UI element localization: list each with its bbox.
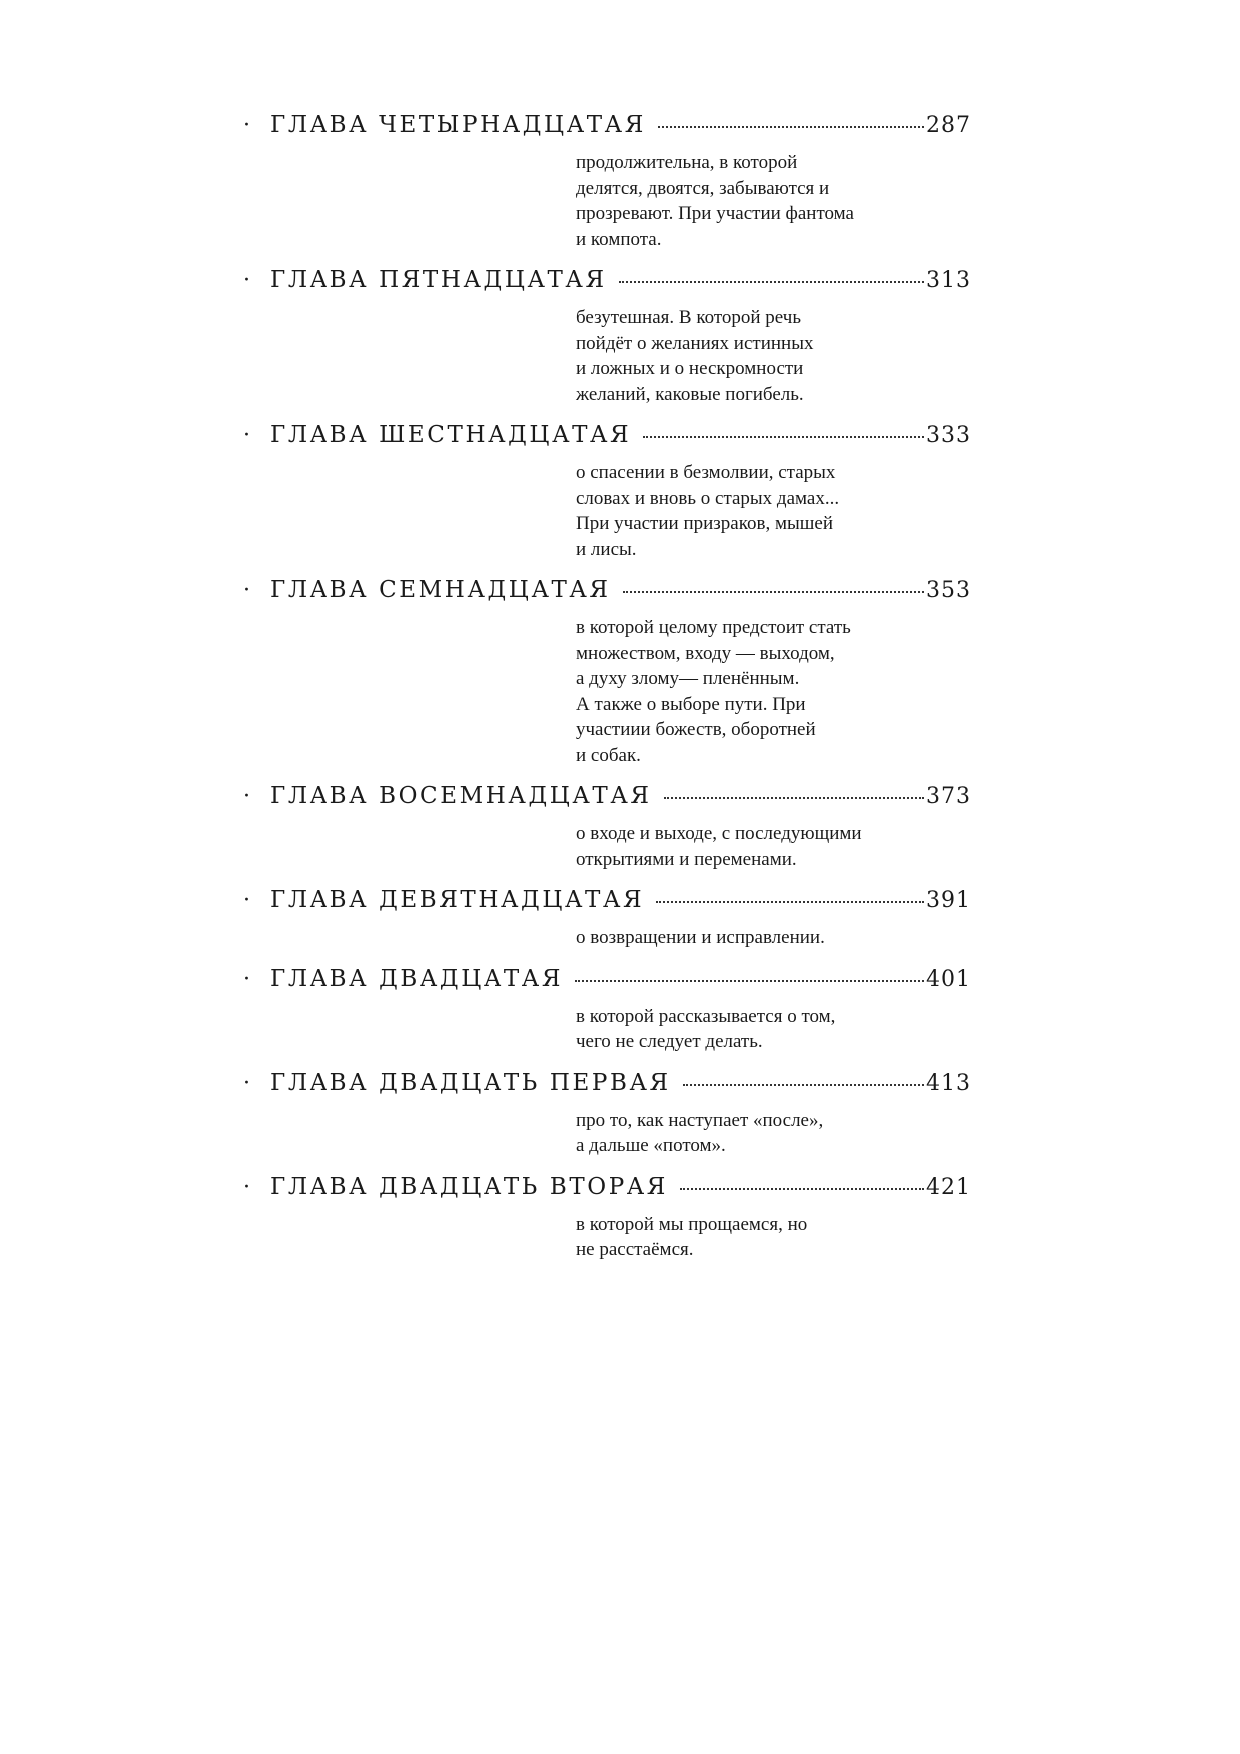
description-line: в которой рассказывается о том, bbox=[576, 1005, 836, 1027]
bullet-icon: · bbox=[243, 1174, 250, 1200]
description-line: и собак. bbox=[576, 744, 641, 766]
description-line: и лисы. bbox=[576, 538, 637, 560]
description-line: не расстаёмся. bbox=[576, 1239, 694, 1260]
dot-leader bbox=[680, 1188, 924, 1190]
description-line: прозревают. При участии фантома bbox=[576, 203, 854, 224]
page-number[interactable]: 353 bbox=[926, 578, 971, 603]
description-line: множеством, входу — выходом, bbox=[576, 642, 835, 664]
description-line: о возвращении и исправлении. bbox=[576, 927, 825, 948]
chapter-description bbox=[576, 1004, 946, 1055]
dot-leader bbox=[683, 1084, 924, 1086]
description-line: пойдёт о желаниях истинных bbox=[576, 332, 814, 354]
dot-leader bbox=[623, 591, 924, 593]
toc-entry[interactable] bbox=[243, 1174, 971, 1263]
table-of-contents bbox=[243, 112, 971, 1278]
toc-entry[interactable] bbox=[243, 966, 971, 1055]
toc-entry[interactable] bbox=[243, 267, 971, 407]
description-line: словах и вновь о старых дамах... bbox=[576, 487, 840, 509]
page-number[interactable]: 287 bbox=[926, 113, 971, 138]
description-line: про то, как наступает «после», bbox=[576, 1109, 824, 1131]
description-line: о входе и выходе, с последующими bbox=[576, 823, 862, 844]
description-line: а духу злому— пленённым. bbox=[576, 668, 800, 689]
page-number[interactable]: 391 bbox=[926, 888, 971, 913]
dot-leader bbox=[658, 126, 924, 128]
chapter-description bbox=[576, 150, 946, 252]
page-number[interactable]: 421 bbox=[926, 1174, 971, 1200]
description-line: чего не следует делать. bbox=[576, 1031, 763, 1052]
dot-leader bbox=[656, 901, 924, 903]
bullet-icon: · bbox=[243, 888, 250, 913]
chapter-title[interactable]: ГЛАВА ДВАДЦАТЬ ПЕРВАЯ bbox=[270, 1069, 671, 1096]
toc-heading[interactable] bbox=[243, 1070, 971, 1108]
chapter-description bbox=[576, 821, 946, 872]
dot-leader bbox=[619, 281, 924, 283]
description-line: продолжительна, в которой bbox=[576, 152, 798, 173]
chapter-description bbox=[576, 1108, 946, 1159]
description-line: безутешная. В которой речь bbox=[576, 307, 801, 328]
description-line: открытиями и переменами. bbox=[576, 848, 797, 870]
toc-heading[interactable] bbox=[243, 887, 971, 925]
chapter-title[interactable]: ГЛАВА ДЕВЯТНАДЦАТАЯ bbox=[270, 887, 645, 913]
chapter-title[interactable]: ГЛАВА СЕМНАДЦАТАЯ bbox=[270, 577, 611, 603]
chapter-description bbox=[576, 305, 946, 407]
bullet-icon: · bbox=[243, 578, 250, 603]
chapter-title[interactable]: ГЛАВА ДВАДЦАТАЯ bbox=[270, 965, 563, 992]
chapter-title[interactable]: ГЛАВА ДВАДЦАТЬ ВТОРАЯ bbox=[270, 1173, 668, 1200]
bullet-icon: · bbox=[243, 966, 250, 992]
bullet-icon: · bbox=[243, 268, 250, 293]
dot-leader bbox=[575, 980, 924, 982]
chapter-description bbox=[576, 460, 946, 562]
chapter-title[interactable]: ГЛАВА ШЕСТНАДЦАТАЯ bbox=[270, 422, 632, 448]
dot-leader bbox=[643, 436, 924, 438]
chapter-title[interactable]: ГЛАВА ЧЕТЫРНАДЦАТАЯ bbox=[270, 112, 646, 138]
chapter-description bbox=[576, 925, 946, 951]
page-number[interactable]: 401 bbox=[926, 966, 971, 992]
toc-entry[interactable] bbox=[243, 887, 971, 951]
description-line: и ложных и о нескромности bbox=[576, 358, 804, 379]
description-line: в которой целому предстоит стать bbox=[576, 617, 851, 638]
dot-leader bbox=[664, 797, 924, 799]
toc-entry[interactable] bbox=[243, 112, 971, 252]
bullet-icon: · bbox=[243, 113, 250, 138]
chapter-title[interactable]: ГЛАВА ВОСЕМНАДЦАТАЯ bbox=[270, 783, 652, 809]
toc-heading[interactable] bbox=[243, 422, 971, 460]
toc-heading[interactable] bbox=[243, 577, 971, 615]
chapter-title[interactable]: ГЛАВА ПЯТНАДЦАТАЯ bbox=[270, 267, 607, 293]
description-line: а дальше «потом». bbox=[576, 1135, 726, 1156]
description-line: в которой мы прощаемся, но bbox=[576, 1213, 808, 1235]
page-number[interactable]: 373 bbox=[926, 784, 971, 809]
toc-entry[interactable] bbox=[243, 783, 971, 872]
toc-heading[interactable] bbox=[243, 1174, 971, 1212]
toc-heading[interactable] bbox=[243, 112, 971, 150]
toc-heading[interactable] bbox=[243, 966, 971, 1004]
description-line: о спасении в безмолвии, старых bbox=[576, 462, 836, 483]
description-line: участиии божеств, оборотней bbox=[576, 719, 816, 740]
toc-entry[interactable] bbox=[243, 422, 971, 562]
toc-heading[interactable] bbox=[243, 267, 971, 305]
bullet-icon: · bbox=[243, 784, 250, 809]
page-number[interactable]: 413 bbox=[926, 1070, 971, 1096]
toc-heading[interactable] bbox=[243, 783, 971, 821]
page-number[interactable]: 313 bbox=[926, 268, 971, 293]
description-line: При участии призраков, мышей bbox=[576, 513, 833, 534]
bullet-icon: · bbox=[243, 423, 250, 448]
description-line: и компота. bbox=[576, 228, 662, 250]
toc-entry[interactable] bbox=[243, 1070, 971, 1159]
toc-entry[interactable] bbox=[243, 577, 971, 768]
bullet-icon: · bbox=[243, 1070, 250, 1096]
page-number[interactable]: 333 bbox=[926, 423, 971, 448]
description-line: А также о выборе пути. При bbox=[576, 693, 806, 715]
description-line: делятся, двоятся, забываются и bbox=[576, 177, 830, 199]
chapter-description bbox=[576, 615, 946, 768]
chapter-description bbox=[576, 1212, 946, 1263]
description-line: желаний, каковые погибель. bbox=[576, 383, 804, 405]
